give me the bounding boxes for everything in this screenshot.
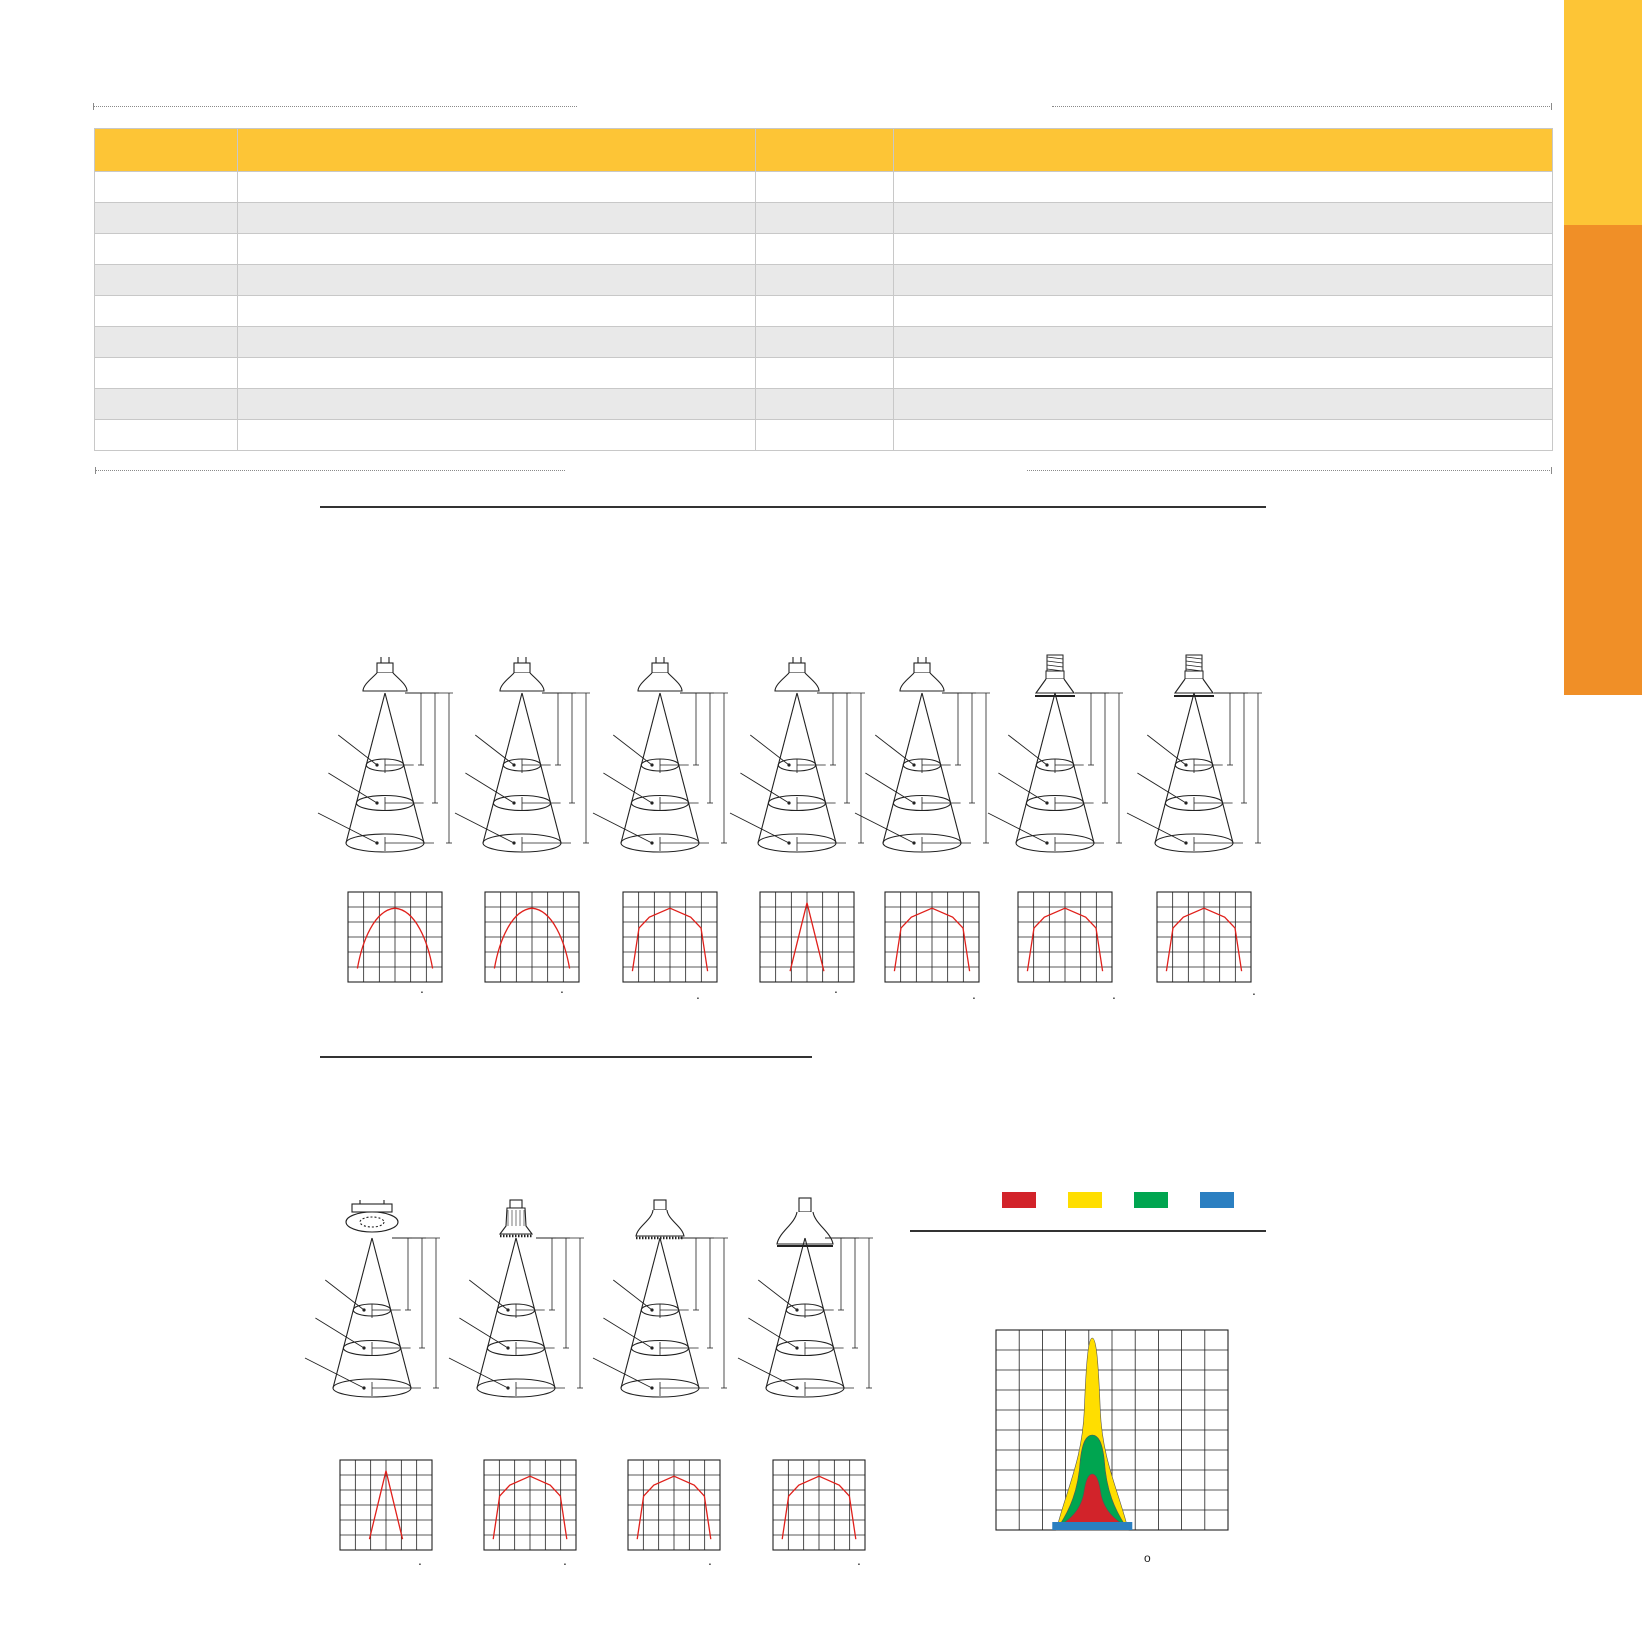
row1-cone-diagram (988, 655, 1123, 852)
tick-mark: . (696, 986, 700, 1002)
tick-mark: . (834, 980, 838, 996)
row1-beam-curve-chart (885, 892, 979, 982)
row1-beam-curve-chart (348, 892, 442, 982)
row2-beam-curve-chart (340, 1460, 432, 1550)
row2-beam-curve-chart (484, 1460, 576, 1550)
row1-cone-diagram (455, 657, 590, 852)
series-blue (1052, 1522, 1132, 1530)
intensity-area-chart (996, 1330, 1228, 1530)
row1-beam-curve-chart (760, 892, 854, 982)
tick-mark: . (972, 986, 976, 1002)
tick-mark: . (1252, 982, 1256, 998)
row1-cone-diagram (593, 657, 728, 852)
tick-mark: . (560, 980, 564, 996)
tick-mark: . (857, 1552, 861, 1568)
tick-mark: . (1112, 986, 1116, 1002)
row1-cone-diagram (1127, 655, 1262, 852)
row1-beam-curve-chart (485, 892, 579, 982)
row2-cone-diagram (449, 1200, 584, 1397)
degree-label: o (1144, 1551, 1151, 1565)
row1-cone-diagram (318, 657, 453, 852)
row1-beam-curve-chart (1018, 892, 1112, 982)
tick-mark: . (418, 1552, 422, 1568)
row2-cone-diagram (593, 1200, 728, 1397)
row1-beam-curve-chart (1157, 892, 1251, 982)
row1-cone-diagram (730, 657, 865, 852)
row2-cone-diagram (305, 1200, 440, 1397)
row1-beam-curve-chart (623, 892, 717, 982)
row2-beam-curve-chart (628, 1460, 720, 1550)
row2-beam-curve-chart (773, 1460, 865, 1550)
row1-cone-diagram (855, 657, 990, 852)
tick-mark: . (563, 1552, 567, 1568)
tick-mark: . (708, 1552, 712, 1568)
tick-mark: . (420, 980, 424, 996)
row2-cone-diagram (738, 1198, 873, 1397)
